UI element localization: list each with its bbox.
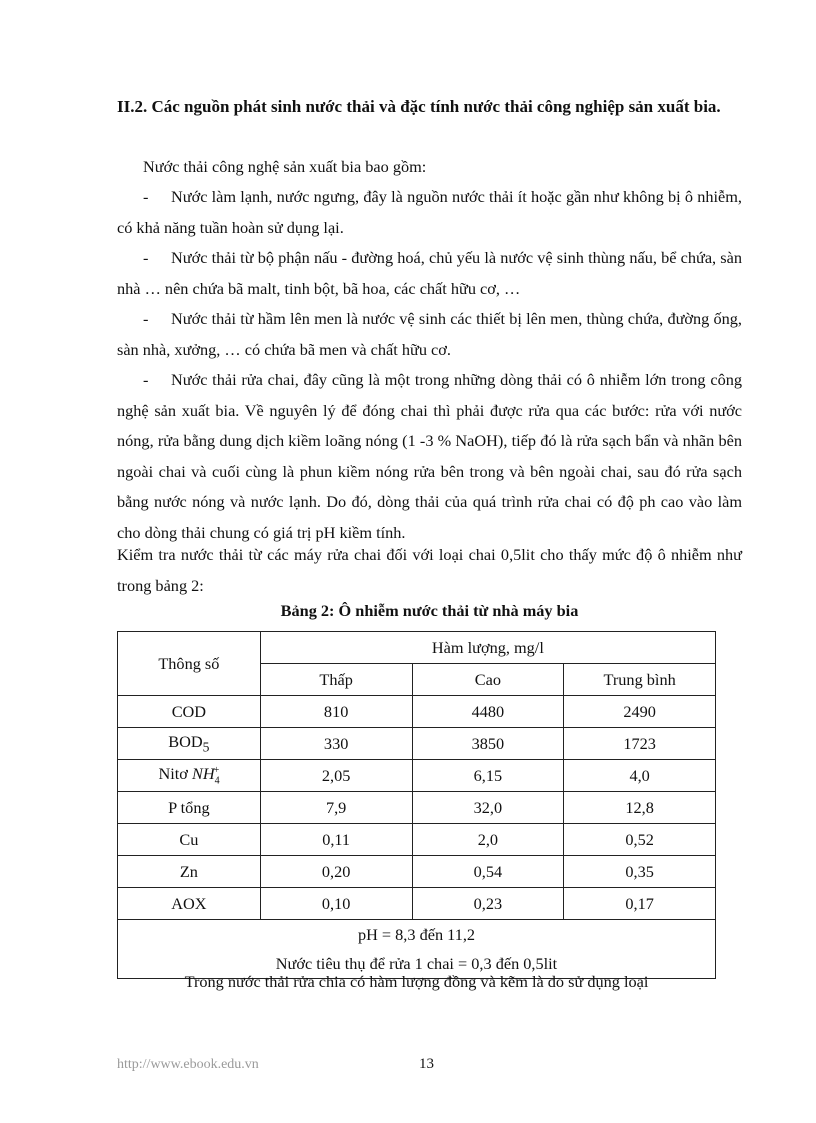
high-cell: 32,0	[412, 792, 564, 824]
param-name: Nitơ	[158, 764, 188, 784]
param-cell: Zn	[118, 856, 261, 888]
note-water: Nước tiêu thụ để rửa 1 chai = 0,3 đến 0,5lit	[275, 954, 558, 973]
low-cell: 0,10	[260, 888, 412, 920]
section-heading: II.2. Các nguồn phát sinh nước thải và đặc tính nước thải công nghiệp sản xuất bia.	[117, 97, 721, 116]
high-cell: 6,15	[412, 760, 564, 792]
table-row	[118, 696, 716, 728]
formula-superscript: +	[213, 764, 220, 776]
check-paragraph: Kiểm tra nước thải từ các máy rửa chai đối với loại chai 0,5lit cho thấy mức độ ô nhiễm như trong bảng 2:	[117, 545, 742, 595]
table-row	[118, 728, 716, 760]
table-row	[118, 856, 716, 888]
param-cell: Cu	[118, 824, 261, 856]
avg-cell: 4,0	[564, 760, 716, 792]
page-number: 13	[419, 1056, 434, 1072]
intro-paragraph: Nước thải công nghệ sản xuất bia bao gồm:	[143, 157, 427, 176]
bullet-item	[117, 182, 742, 243]
high-cell: 4480	[412, 696, 564, 728]
table-caption: Bảng 2: Ô nhiễm nước thải từ nhà máy bia	[280, 601, 579, 620]
high-cell: 2,0	[412, 824, 564, 856]
bullet-text: Nước thải từ bộ phận nấu - đường hoá, chủ yếu là nước vệ sinh thùng nấu, bể chứa, sàn nhà … nên chứa bã malt, tinh bột, bã hoa, các chất hữu cơ, …	[117, 248, 742, 298]
bullet-text: Nước thải rửa chai, đây cũng là một trong những dòng thải có ô nhiễm lớn trong công nghệ sản xuất bia. Về nguyên lý để đóng chai thì phải được rửa qua các bước: rửa với nước nóng, rửa bằng dung dịch kiềm loãng nóng (1 -3 % NaOH), tiếp đó là rửa sạch bẩn và nhãn bên ngoài chai và cuối cùng là phun kiềm nóng rửa bên trong và bên ngoài chai, sau đó rửa sạch bằng nước nóng và nước lạnh. Do đó, dòng thải của quá trình rửa chai có độ ph cao vào làm cho dòng thải chung có giá trị pH kiềm tính.	[117, 370, 742, 542]
avg-cell: 0,35	[564, 856, 716, 888]
after-table-text: Trong nước thải rửa chia có hàm lượng đồng và kẽm là do sử dụng loại	[184, 972, 649, 991]
table-row	[118, 888, 716, 920]
table-row	[118, 824, 716, 856]
high-cell: 0,54	[412, 856, 564, 888]
formula-subscript: 4	[214, 775, 220, 787]
param-cell	[118, 728, 261, 760]
table-note-cell	[118, 920, 716, 979]
bullet-text: Nước làm lạnh, nước ngưng, đây là nguồn nước thải ít hoặc gần như không bị ô nhiễm, có khả năng tuần hoàn sử dụng lại.	[117, 187, 742, 237]
low-cell: 7,9	[260, 792, 412, 824]
footer-url[interactable]: http://www.ebook.edu.vn	[117, 1057, 259, 1072]
bullet-item	[117, 304, 742, 365]
avg-cell: 12,8	[564, 792, 716, 824]
bullet-item	[117, 365, 742, 548]
table-header-row	[118, 632, 716, 664]
col-low-header: Thấp	[260, 664, 412, 696]
high-cell: 0,23	[412, 888, 564, 920]
bullet-text: Nước thải từ hầm lên men là nước vệ sinh các thiết bị lên men, thùng chứa, đường ống, sàn nhà, xưởng, … có chứa bã men và chất hữu cơ.	[117, 309, 742, 359]
param-header: Thông số	[118, 632, 261, 696]
pollution-table	[117, 631, 716, 979]
avg-cell: 1723	[564, 728, 716, 760]
group-header: Hàm lượng, mg/l	[260, 632, 715, 664]
param-subscript: 5	[202, 739, 210, 755]
bullet-item	[117, 243, 742, 304]
param-cell: COD	[118, 696, 261, 728]
avg-cell: 2490	[564, 696, 716, 728]
avg-cell: 0,52	[564, 824, 716, 856]
avg-cell: 0,17	[564, 888, 716, 920]
bullet-dash: -	[143, 248, 149, 267]
note-ph: pH = 8,3 đến 11,2	[357, 925, 476, 944]
low-cell: 0,20	[260, 856, 412, 888]
ammonium-formula	[192, 764, 220, 787]
col-avg-header: Trung bình	[564, 664, 716, 696]
param-cell	[118, 760, 261, 792]
col-high-header: Cao	[412, 664, 564, 696]
table-note-row	[118, 920, 716, 979]
param-name: BOD	[168, 731, 203, 751]
low-cell: 810	[260, 696, 412, 728]
low-cell: 0,11	[260, 824, 412, 856]
param-cell: P tổng	[118, 792, 261, 824]
table-row	[118, 760, 716, 792]
bullet-dash: -	[143, 309, 149, 328]
high-cell: 3850	[412, 728, 564, 760]
bullet-dash: -	[143, 187, 149, 206]
param-cell: AOX	[118, 888, 261, 920]
table-row	[118, 792, 716, 824]
low-cell: 2,05	[260, 760, 412, 792]
formula-base: NH	[192, 764, 215, 784]
bullet-dash: -	[143, 370, 149, 389]
low-cell: 330	[260, 728, 412, 760]
